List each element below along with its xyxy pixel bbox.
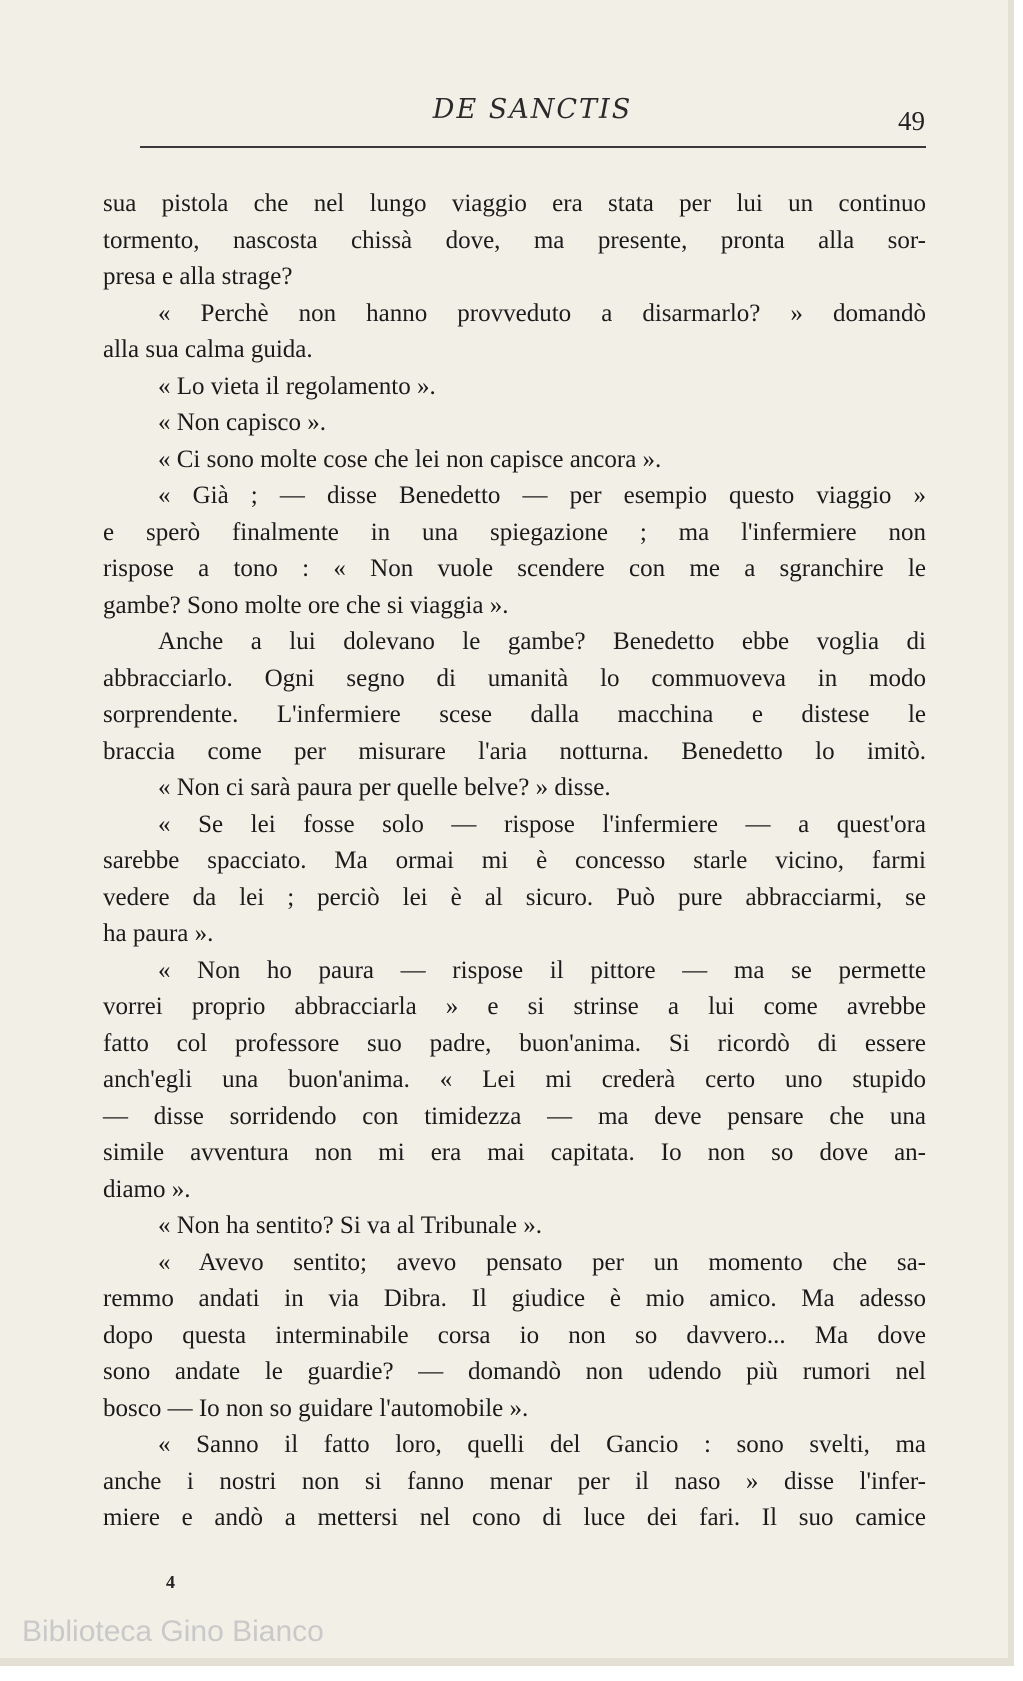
page-header — [140, 94, 925, 140]
text-line: « Se lei fosse solo — rispose l'infermiere — a quest'ora — [158, 810, 926, 838]
body-text — [103, 186, 926, 1537]
text-line: sorprendente. L'infermiere scese dalla macchina e distese le — [103, 701, 926, 728]
text-line: « Avevo sentito; avevo pensato per un momento che sa- — [158, 1248, 926, 1276]
page-number: 49 — [898, 106, 925, 136]
text-line: « Lo vieta il regolamento ». — [158, 372, 436, 400]
text-line: anche i nostri non si fanno menar per il naso » disse l'infer- — [103, 1467, 926, 1495]
text-line: simile avventura non mi era mai capitata. Io non so dove an- — [103, 1139, 926, 1166]
text-line: tormento, nascosta chissà dove, ma presente, pronta alla sor- — [103, 226, 926, 254]
text-line: « Non capisco ». — [158, 409, 327, 436]
text-line: presa e alla strage? — [103, 263, 293, 290]
text-line: « Sanno il fatto loro, quelli del Gancio : sono svelti, ma — [158, 1431, 926, 1458]
text-line: « Perchè non hanno provveduto a disarmarlo? » domandò — [158, 299, 926, 327]
text-line: « Ci sono molte cose che lei non capisce ancora ». — [158, 445, 662, 473]
text-line: e sperò finalmente in una spiegazione ; ma l'infermiere non — [103, 518, 926, 546]
text-line: miere e andò a mettersi nel cono di luce dei fari. Il suo camice — [103, 1504, 926, 1531]
text-line: fatto col professore suo padre, buon'anima. Si ricordò di essere — [103, 1029, 926, 1057]
text-line: vedere da lei ; perciò lei è al sicuro. Può pure abbracciarmi, se — [103, 883, 926, 911]
text-line: dopo questa interminabile corsa io non so davvero... Ma dove — [103, 1321, 926, 1349]
text-line: — disse sorridendo con timidezza — ma deve pensare che una — [103, 1102, 926, 1130]
text-line: bosco — Io non so guidare l'automobile ». — [103, 1394, 529, 1422]
text-line: anch'egli una buon'anima. « Lei mi crederà certo uno stupido — [103, 1066, 926, 1093]
header-rule — [140, 146, 926, 148]
text-line: braccia come per misurare l'aria notturna. Benedetto lo imitò. — [103, 737, 926, 765]
text-line: Anche a lui dolevano le gambe? Benedetto ebbe voglia di — [158, 628, 926, 655]
text-line: ha paura ». — [103, 920, 214, 947]
text-line: diamo ». — [103, 1175, 191, 1203]
text-line: rispose a tono : « Non vuole scendere con me a sgranchire le — [103, 555, 926, 582]
text-line: « Non ho paura — rispose il pittore — ma se permette — [158, 956, 926, 984]
text-line: « Non ci sarà paura per quelle belve? » disse. — [158, 774, 611, 801]
text-line: vorrei proprio abbracciarla » e si strinse a lui come avrebbe — [103, 993, 926, 1020]
text-line: sono andate le guardie? — domandò non udendo più rumori nel — [103, 1358, 926, 1385]
text-line: alla sua calma guida. — [103, 336, 313, 363]
text-line: sarebbe spacciato. Ma ormai mi è concesso starle vicino, farmi — [103, 847, 926, 874]
running-head: DE SANCTIS — [432, 94, 633, 125]
text-line: « Già ; — disse Benedetto — per esempio questo viaggio » — [158, 482, 926, 509]
text-line: remmo andati in via Dibra. Il giudice è mio amico. Ma adesso — [103, 1285, 926, 1312]
text-line: gambe? Sono molte ore che si viaggia ». — [103, 591, 509, 619]
text-line: sua pistola che nel lungo viaggio era stata per lui un continuo — [103, 190, 926, 217]
watermark: Biblioteca Gino Bianco — [22, 1615, 324, 1648]
signature-mark: 4 — [166, 1572, 175, 1592]
text-line: abbracciarlo. Ogni segno di umanità lo commuoveva in modo — [103, 664, 926, 692]
text-line: « Non ha sentito? Si va al Tribunale ». — [158, 1212, 542, 1239]
